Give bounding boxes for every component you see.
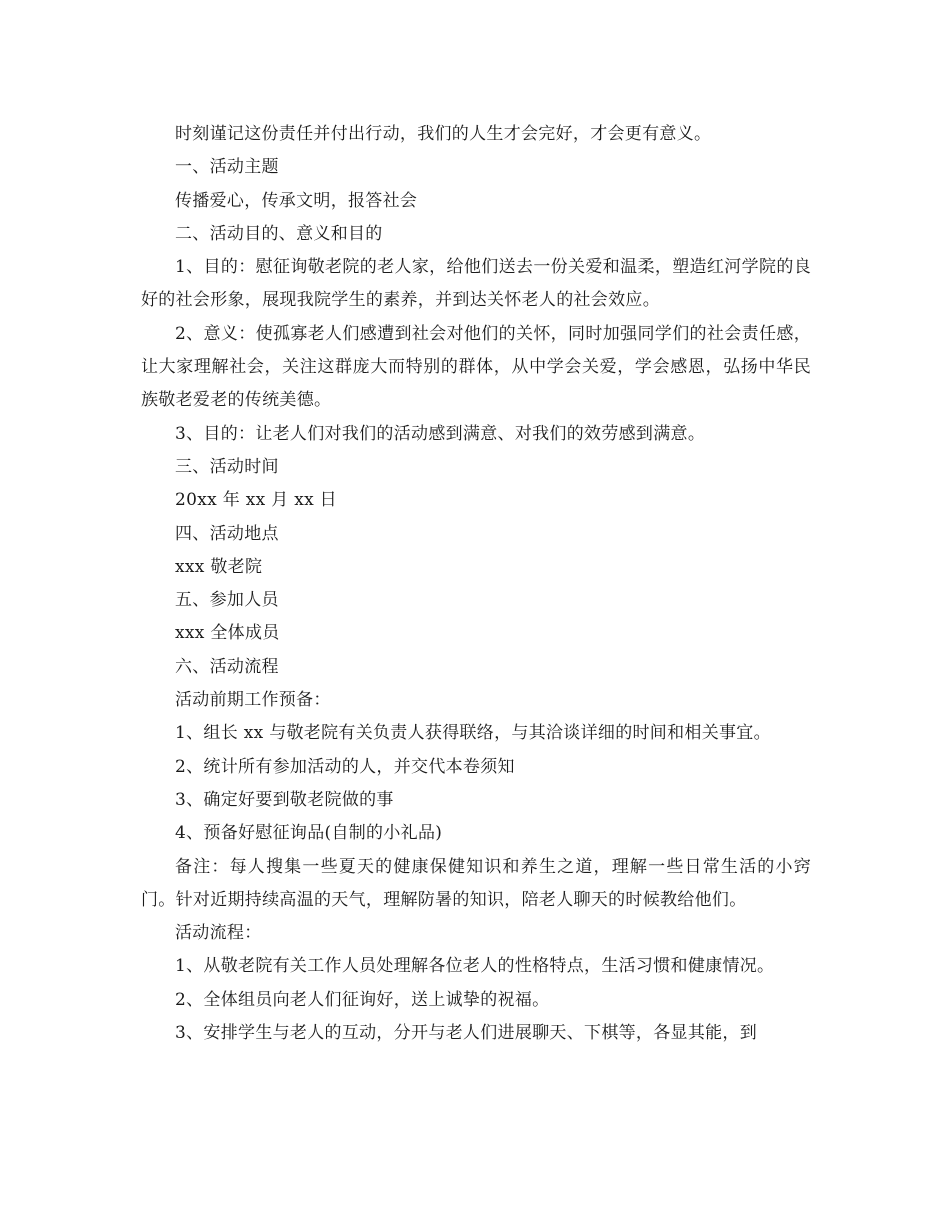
paragraph: 时刻谨记这份责任并付出行动，我们的人生才会完好，才会更有意义。	[175, 124, 712, 144]
list-item: 1、从敬老院有关工作人员处理解各位老人的性格特点，生活习惯和健康情况。	[175, 956, 775, 977]
paragraph: 2、意义：使孤寡老人们感遭到社会对他们的关怀，同时加强同学们的社会责任感，让大家理解社会，关注这群庞大而特别的群体，从中学会关爱，学会感恩，弘扬中华民族敬老爱老的传统美德。	[141, 323, 811, 411]
section-heading: 一、活动主题	[175, 157, 279, 178]
paragraph: 20xx 年 xx 月 xx 日	[175, 490, 337, 511]
paragraph: 活动流程：	[175, 923, 262, 944]
section-heading: 六、活动流程	[175, 656, 279, 677]
list-item: 3、确定好要到敬老院做的事	[175, 789, 394, 810]
section-heading: 二、活动目的、意义和目的	[175, 223, 383, 244]
paragraph: 1、目的：慰征询敬老院的老人家，给他们送去一份关爱和温柔，塑造红河学院的良好的社会形象，展现我院学生的素养，并到达关怀老人的社会效应。	[141, 257, 811, 311]
document-body	[141, 118, 811, 1050]
section-heading: 四、活动地点	[175, 523, 279, 544]
paragraph: 传播爱心，传承文明，报答社会	[175, 190, 418, 211]
list-item: 4、预备好慰征询品(自制的小礼品)	[175, 823, 443, 844]
list-item: 3、安排学生与老人的互动，分开与老人们进展聊天、下棋等，各显其能，到	[175, 1023, 758, 1044]
paragraph: xxx 敬老院	[175, 556, 263, 577]
list-item: 1、组长 xx 与敬老院有关负责人获得联络，与其洽谈详细的时间和相关事宜。	[175, 723, 771, 744]
paragraph: xxx 全体成员	[175, 623, 280, 644]
section-heading: 三、活动时间	[175, 456, 279, 477]
paragraph: 3、目的：让老人们对我们的活动感到满意、对我们的效劳感到满意。	[175, 423, 706, 444]
paragraph: 活动前期工作预备：	[175, 690, 331, 711]
list-item: 2、全体组员向老人们征询好，送上诚挚的祝福。	[175, 989, 550, 1010]
note-paragraph: 备注：每人搜集一些夏天的健康保健知识和养生之道，理解一些日常生活的小窍门。针对近期持续高温的天气，理解防暑的知识，陪老人聊天的时候教给他们。	[141, 856, 811, 910]
section-heading: 五、参加人员	[175, 590, 279, 611]
list-item: 2、统计所有参加活动的人，并交代本卷须知	[175, 756, 515, 777]
